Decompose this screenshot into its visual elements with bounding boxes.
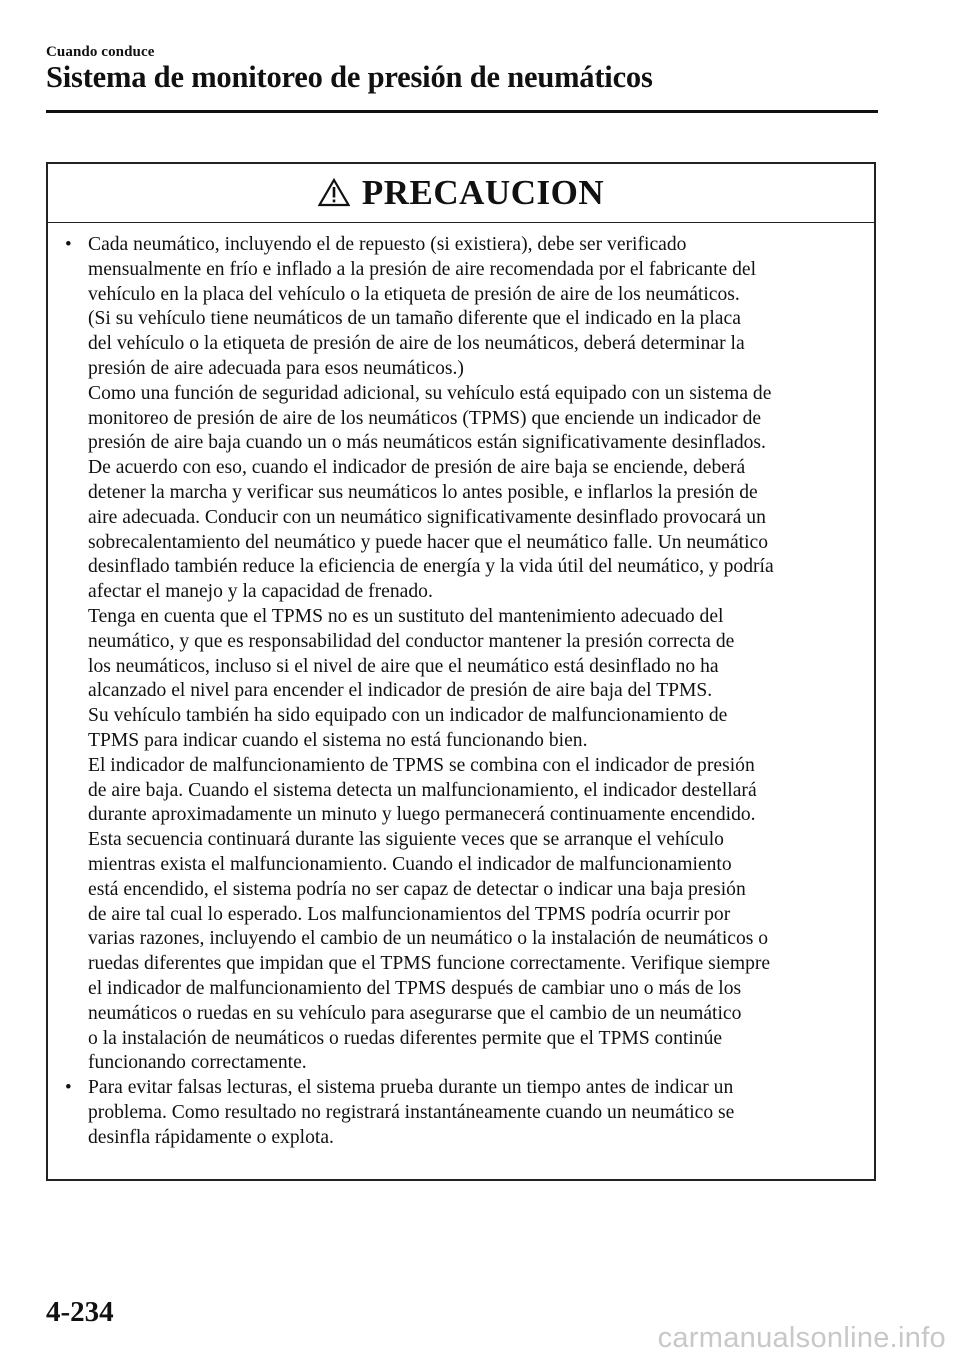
caution-text-line: de aire tal cual lo esperado. Los malfuncionamientos del TPMS podría ocurrir por	[88, 903, 731, 925]
bullet-dot: •	[65, 234, 72, 255]
warning-triangle-icon	[318, 178, 350, 207]
caution-text-line: el indicador de malfuncionamiento del TPMS después de cambiar uno o más de los	[88, 977, 742, 999]
section-label: Cuando conduce	[46, 44, 155, 60]
title-rule	[46, 110, 878, 113]
caution-text-line: neumáticos o ruedas en su vehículo para asegurarse que el cambio de un neumático	[88, 1002, 742, 1024]
caution-text-line: mensualmente en frío e inflado a la presión de aire recomendada por el fabricante del	[88, 258, 757, 280]
caution-text-line: aire adecuada. Conducir con un neumático significativamente desinflado provocará un	[88, 506, 766, 528]
caution-text-line: desinfla rápidamente o explota.	[88, 1126, 334, 1148]
caution-text-line: Tenga en cuenta que el TPMS no es un sustituto del mantenimiento adecuado del	[88, 605, 724, 627]
caution-text-line: funcionando correctamente.	[88, 1052, 307, 1074]
caution-text-line: ruedas diferentes que impidan que el TPMS funcione correctamente. Verifique siempre	[88, 953, 771, 975]
caution-text-line: de aire baja. Cuando el sistema detecta un malfuncionamiento, el indicador destellará	[88, 779, 757, 801]
page-title: Sistema de monitoreo de presión de neumáticos	[46, 60, 653, 94]
caution-text-line: presión de aire baja cuando un o más neumáticos están significativamente desinflados.	[88, 432, 766, 454]
caution-text-line: neumático, y que es responsabilidad del conductor mantener la presión correcta de	[88, 630, 735, 652]
caution-text-line: del vehículo o la etiqueta de presión de aire de los neumáticos, deberá determinar la	[88, 333, 745, 355]
caution-text-line: Esta secuencia continuará durante las siguiente veces que se arranque el vehículo	[88, 829, 724, 851]
bullet-dot: •	[65, 1077, 72, 1099]
caution-text-line: afectar el manejo y la capacidad de frenado.	[88, 581, 433, 603]
caution-text-line: alcanzado el nivel para encender el indicador de presión de aire baja del TPMS.	[88, 680, 713, 702]
caution-text-line: (Si su vehículo tiene neumáticos de un tamaño diferente que el indicado en la placa	[88, 308, 741, 330]
caution-text-line: durante aproximadamente un minuto y luego permanecerá continuamente encendido.	[88, 804, 756, 826]
caution-text-line: presión de aire adecuada para esos neumáticos.)	[88, 357, 464, 379]
caution-bullet-item	[65, 233, 864, 1076]
caution-text-line: Cada neumático, incluyendo el de repuesto (si existiera), debe ser verificado	[88, 234, 687, 255]
caution-text-line: o la instalación de neumáticos o ruedas diferentes permite que el TPMS continúe	[88, 1027, 723, 1049]
caution-text-line: varias razones, incluyendo el cambio de un neumático o la instalación de neumáticos o	[88, 928, 769, 950]
caution-text-line: vehículo en la placa del vehículo o la etiqueta de presión de aire de los neumáticos.	[88, 283, 740, 305]
caution-text-line: mientras exista el malfuncionamiento. Cuando el indicador de malfuncionamiento	[88, 853, 732, 875]
caution-text-line: sobrecalentamiento del neumático y puede hacer que el neumático falle. Un neumático	[88, 531, 769, 553]
caution-text-line: Como una función de seguridad adicional, su vehículo está equipado con un sistema de	[88, 382, 772, 404]
caution-text-line: desinflado también reduce la eficiencia de energía y la vida útil del neumático, y podría	[88, 556, 774, 578]
caution-text-line: detener la marcha y verificar sus neumáticos lo antes posible, e inflarlos la presión de	[88, 481, 758, 503]
caution-text-line: De acuerdo con eso, cuando el indicador de presión de aire baja se enciende, deberá	[88, 457, 746, 479]
caution-header	[48, 164, 874, 223]
caution-text-line: problema. Como resultado no registrará instantáneamente cuando un neumático se	[88, 1101, 735, 1123]
caution-text-line: El indicador de malfuncionamiento de TPMS se combina con el indicador de presión	[88, 754, 755, 776]
caution-text-line: TPMS para indicar cuando el sistema no está funcionando bien.	[88, 729, 588, 751]
caution-body	[48, 223, 874, 1150]
caution-bullet-item	[65, 1076, 864, 1150]
caution-text-line: está encendido, el sistema podría no ser capaz de detectar o indicar una baja presión	[88, 878, 746, 900]
caution-box	[46, 162, 876, 1181]
caution-title: PRECAUCION	[361, 173, 605, 212]
watermark: carmanualsonline.info	[657, 1322, 946, 1354]
caution-text-line: Su vehículo también ha sido equipado con un indicador de malfuncionamiento de	[88, 705, 728, 727]
caution-text-line: los neumáticos, incluso si el nivel de aire que el neumático está desinflado no ha	[88, 655, 719, 677]
page-number: 4-234	[46, 1296, 114, 1328]
caution-text-line: monitoreo de presión de aire de los neumáticos (TPMS) que enciende un indicador de	[88, 407, 762, 429]
caution-text-line: Para evitar falsas lecturas, el sistema prueba durante un tiempo antes de indicar un	[88, 1077, 734, 1099]
